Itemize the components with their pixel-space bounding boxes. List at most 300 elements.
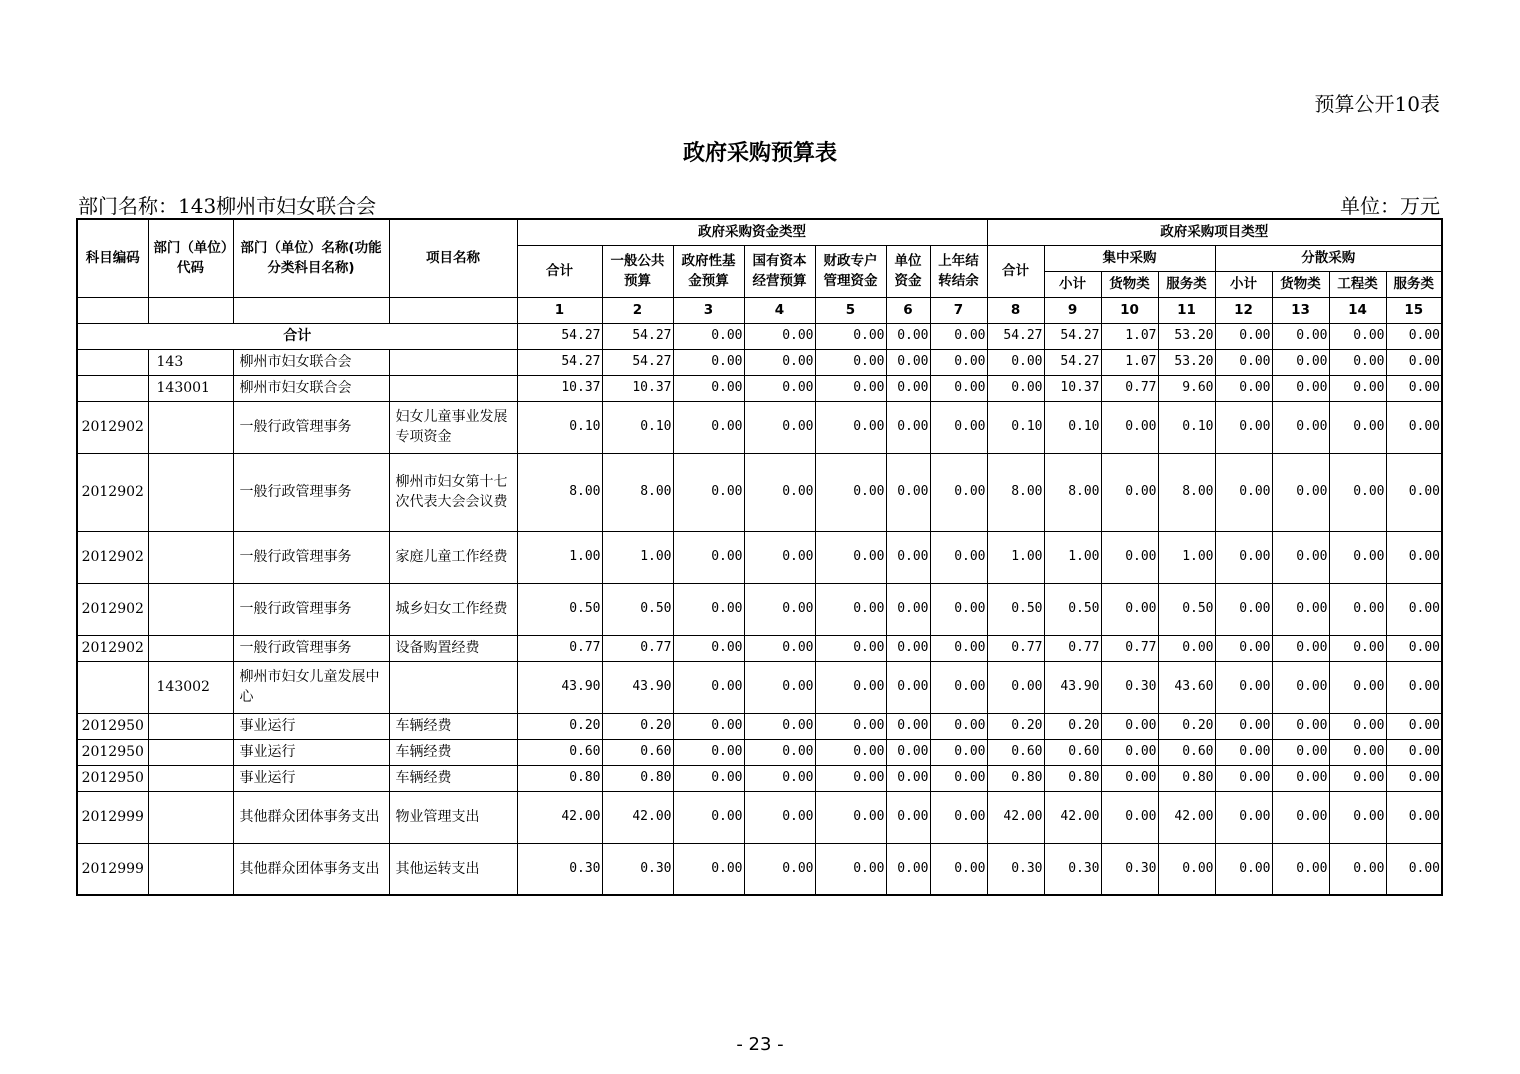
value-cell: 1.00 bbox=[602, 531, 673, 583]
value-cell: 0.00 bbox=[930, 661, 987, 713]
value-cell: 0.00 bbox=[673, 765, 744, 791]
value-cell: 0.60 bbox=[1044, 739, 1101, 765]
value-cell: 0.00 bbox=[1101, 765, 1158, 791]
value-cell: 0.00 bbox=[744, 453, 815, 531]
value-cell: 42.00 bbox=[517, 791, 602, 843]
table-row bbox=[77, 661, 1442, 713]
project-name-cell bbox=[389, 661, 517, 713]
value-cell: 0.00 bbox=[1386, 401, 1442, 453]
total-value-cell: 54.27 bbox=[1044, 323, 1101, 349]
value-cell: 0.00 bbox=[886, 453, 930, 531]
value-cell: 0.00 bbox=[673, 791, 744, 843]
value-cell: 0.00 bbox=[744, 401, 815, 453]
value-cell: 0.77 bbox=[1101, 635, 1158, 661]
value-cell: 0.77 bbox=[1101, 375, 1158, 401]
value-cell: 0.00 bbox=[930, 739, 987, 765]
dept-name-cell: 柳州市妇女联合会 bbox=[233, 349, 389, 375]
value-cell: 0.50 bbox=[517, 583, 602, 635]
dept-name-cell: 一般行政管理事务 bbox=[233, 635, 389, 661]
value-cell: 0.00 bbox=[886, 401, 930, 453]
value-cell: 0.80 bbox=[517, 765, 602, 791]
value-cell: 0.00 bbox=[1215, 843, 1272, 895]
header-carryover: 上年结转结余 bbox=[930, 245, 987, 297]
value-cell: 0.00 bbox=[673, 713, 744, 739]
header-project-name: 项目名称 bbox=[389, 219, 517, 297]
value-cell: 0.00 bbox=[930, 713, 987, 739]
table-row bbox=[77, 765, 1442, 791]
column-number: 9 bbox=[1044, 297, 1101, 323]
column-number: 12 bbox=[1215, 297, 1272, 323]
value-cell: 43.90 bbox=[517, 661, 602, 713]
total-value-cell: 0.00 bbox=[1329, 323, 1386, 349]
value-cell: 0.00 bbox=[744, 375, 815, 401]
header-state-capital: 国有资本经营预算 bbox=[744, 245, 815, 297]
total-value-cell: 0.00 bbox=[1215, 323, 1272, 349]
value-cell: 0.00 bbox=[1272, 531, 1329, 583]
value-cell: 0.00 bbox=[1329, 583, 1386, 635]
value-cell: 0.00 bbox=[744, 843, 815, 895]
value-cell: 0.00 bbox=[1386, 583, 1442, 635]
dept-name-cell: 事业运行 bbox=[233, 739, 389, 765]
value-cell: 0.00 bbox=[1272, 583, 1329, 635]
subject-code-cell: 2012902 bbox=[77, 531, 148, 583]
value-cell: 54.27 bbox=[1044, 349, 1101, 375]
total-row bbox=[77, 323, 1442, 349]
value-cell: 0.00 bbox=[1272, 661, 1329, 713]
value-cell: 0.00 bbox=[1329, 661, 1386, 713]
subject-code-cell: 2012902 bbox=[77, 453, 148, 531]
value-cell: 43.90 bbox=[602, 661, 673, 713]
table-row bbox=[77, 713, 1442, 739]
value-cell: 10.37 bbox=[602, 375, 673, 401]
value-cell: 0.00 bbox=[1329, 843, 1386, 895]
total-value-cell: 0.00 bbox=[1386, 323, 1442, 349]
value-cell: 0.00 bbox=[815, 375, 886, 401]
value-cell: 0.00 bbox=[1329, 739, 1386, 765]
column-number: 5 bbox=[815, 297, 886, 323]
value-cell: 0.00 bbox=[673, 583, 744, 635]
project-name-cell bbox=[389, 349, 517, 375]
total-value-cell: 54.27 bbox=[517, 323, 602, 349]
value-cell: 0.00 bbox=[930, 531, 987, 583]
value-cell: 0.00 bbox=[1215, 765, 1272, 791]
value-cell: 0.00 bbox=[886, 765, 930, 791]
value-cell: 8.00 bbox=[1158, 453, 1215, 531]
header-dept-name: 部门（单位）名称(功能分类科目名称) bbox=[233, 219, 389, 297]
procurement-budget-table bbox=[76, 218, 1443, 896]
dept-code-cell: 143 bbox=[148, 349, 233, 375]
value-cell: 0.00 bbox=[673, 843, 744, 895]
value-cell: 0.00 bbox=[815, 453, 886, 531]
total-label: 合计 bbox=[77, 323, 517, 349]
value-cell: 0.00 bbox=[673, 453, 744, 531]
value-cell: 0.00 bbox=[930, 843, 987, 895]
dept-code-cell bbox=[148, 583, 233, 635]
value-cell: 0.00 bbox=[1272, 765, 1329, 791]
value-cell: 0.10 bbox=[1044, 401, 1101, 453]
header-central-subtotal: 小计 bbox=[1044, 271, 1101, 297]
value-cell: 0.80 bbox=[1044, 765, 1101, 791]
value-cell: 0.00 bbox=[1386, 349, 1442, 375]
value-cell: 0.00 bbox=[1272, 739, 1329, 765]
header-central-goods: 货物类 bbox=[1101, 271, 1158, 297]
value-cell: 0.00 bbox=[815, 583, 886, 635]
value-cell: 0.00 bbox=[1215, 349, 1272, 375]
value-cell: 0.00 bbox=[1386, 765, 1442, 791]
department-label: 部门名称：143柳州市妇女联合会 bbox=[78, 194, 377, 218]
subject-code-cell: 2012999 bbox=[77, 843, 148, 895]
project-name-cell: 柳州市妇女第十七次代表大会会议费 bbox=[389, 453, 517, 531]
header-proj-total: 合计 bbox=[987, 245, 1044, 297]
dept-name-cell: 柳州市妇女儿童发展中心 bbox=[233, 661, 389, 713]
dept-name-cell: 其他群众团体事务支出 bbox=[233, 843, 389, 895]
column-number: 11 bbox=[1158, 297, 1215, 323]
project-name-cell: 车辆经费 bbox=[389, 739, 517, 765]
value-cell: 0.00 bbox=[930, 635, 987, 661]
dept-code-cell bbox=[148, 453, 233, 531]
header-project-type: 政府采购项目类型 bbox=[987, 219, 1442, 245]
value-cell: 0.30 bbox=[517, 843, 602, 895]
value-cell: 0.00 bbox=[987, 349, 1044, 375]
project-name-cell: 妇女儿童事业发展专项资金 bbox=[389, 401, 517, 453]
value-cell: 0.00 bbox=[815, 349, 886, 375]
header-general-budget: 一般公共预算 bbox=[602, 245, 673, 297]
value-cell: 1.00 bbox=[1044, 531, 1101, 583]
value-cell: 0.00 bbox=[744, 635, 815, 661]
value-cell: 0.00 bbox=[815, 661, 886, 713]
value-cell: 0.50 bbox=[987, 583, 1044, 635]
value-cell: 1.00 bbox=[517, 531, 602, 583]
value-cell: 42.00 bbox=[1044, 791, 1101, 843]
value-cell: 8.00 bbox=[987, 453, 1044, 531]
column-number: 8 bbox=[987, 297, 1044, 323]
value-cell: 0.00 bbox=[744, 739, 815, 765]
value-cell: 0.00 bbox=[1101, 453, 1158, 531]
value-cell: 0.10 bbox=[1158, 401, 1215, 453]
value-cell: 0.10 bbox=[987, 401, 1044, 453]
value-cell: 0.00 bbox=[1272, 453, 1329, 531]
column-number: 15 bbox=[1386, 297, 1442, 323]
value-cell: 0.00 bbox=[987, 661, 1044, 713]
value-cell: 0.00 bbox=[1101, 739, 1158, 765]
value-cell: 0.00 bbox=[815, 531, 886, 583]
value-cell: 0.00 bbox=[1329, 375, 1386, 401]
value-cell: 10.37 bbox=[517, 375, 602, 401]
value-cell: 0.00 bbox=[1101, 531, 1158, 583]
value-cell: 0.77 bbox=[1044, 635, 1101, 661]
value-cell: 0.00 bbox=[673, 401, 744, 453]
value-cell: 0.00 bbox=[1386, 453, 1442, 531]
header-disp-subtotal: 小计 bbox=[1215, 271, 1272, 297]
table-row bbox=[77, 843, 1442, 895]
value-cell: 0.00 bbox=[815, 843, 886, 895]
value-cell: 0.10 bbox=[517, 401, 602, 453]
project-name-cell: 设备购置经费 bbox=[389, 635, 517, 661]
value-cell: 0.77 bbox=[987, 635, 1044, 661]
value-cell: 0.00 bbox=[1329, 635, 1386, 661]
value-cell: 0.00 bbox=[673, 739, 744, 765]
value-cell: 43.90 bbox=[1044, 661, 1101, 713]
value-cell: 0.00 bbox=[1215, 661, 1272, 713]
value-cell: 0.00 bbox=[815, 791, 886, 843]
value-cell: 0.00 bbox=[1215, 401, 1272, 453]
dept-code-cell bbox=[148, 843, 233, 895]
column-number: 3 bbox=[673, 297, 744, 323]
value-cell: 0.00 bbox=[886, 349, 930, 375]
value-cell: 0.00 bbox=[930, 375, 987, 401]
value-cell: 0.00 bbox=[886, 661, 930, 713]
subject-code-cell: 2012950 bbox=[77, 739, 148, 765]
project-name-cell: 物业管理支出 bbox=[389, 791, 517, 843]
value-cell: 0.00 bbox=[930, 791, 987, 843]
value-cell: 0.20 bbox=[1044, 713, 1101, 739]
value-cell: 0.00 bbox=[886, 739, 930, 765]
value-cell: 0.00 bbox=[987, 375, 1044, 401]
value-cell: 0.80 bbox=[602, 765, 673, 791]
value-cell: 0.30 bbox=[1044, 843, 1101, 895]
value-cell: 0.00 bbox=[744, 349, 815, 375]
project-name-cell: 车辆经费 bbox=[389, 765, 517, 791]
value-cell: 0.00 bbox=[1215, 375, 1272, 401]
value-cell: 0.30 bbox=[987, 843, 1044, 895]
dept-code-cell bbox=[148, 791, 233, 843]
value-cell: 0.77 bbox=[517, 635, 602, 661]
dept-name-cell: 事业运行 bbox=[233, 765, 389, 791]
subject-code-cell: 2012950 bbox=[77, 765, 148, 791]
value-cell: 0.00 bbox=[1272, 713, 1329, 739]
header-disp-goods: 货物类 bbox=[1272, 271, 1329, 297]
dept-name-cell: 一般行政管理事务 bbox=[233, 453, 389, 531]
project-name-cell: 其他运转支出 bbox=[389, 843, 517, 895]
total-value-cell: 0.00 bbox=[930, 323, 987, 349]
column-number: 6 bbox=[886, 297, 930, 323]
total-value-cell: 0.00 bbox=[886, 323, 930, 349]
dept-code-cell bbox=[148, 531, 233, 583]
value-cell: 0.00 bbox=[1101, 791, 1158, 843]
subject-code-cell: 2012902 bbox=[77, 583, 148, 635]
value-cell: 42.00 bbox=[602, 791, 673, 843]
value-cell: 0.00 bbox=[1101, 583, 1158, 635]
value-cell: 0.10 bbox=[602, 401, 673, 453]
value-cell: 0.00 bbox=[815, 765, 886, 791]
value-cell: 0.00 bbox=[1158, 635, 1215, 661]
header-central: 集中采购 bbox=[1044, 245, 1215, 271]
dept-name-cell: 其他群众团体事务支出 bbox=[233, 791, 389, 843]
value-cell: 0.00 bbox=[1272, 401, 1329, 453]
value-cell: 0.00 bbox=[886, 531, 930, 583]
header-disp-service: 服务类 bbox=[1386, 271, 1442, 297]
column-number: 7 bbox=[930, 297, 987, 323]
value-cell: 0.00 bbox=[1215, 531, 1272, 583]
project-name-cell: 城乡妇女工作经费 bbox=[389, 583, 517, 635]
table-row bbox=[77, 401, 1442, 453]
header-special-fund: 财政专户管理资金 bbox=[815, 245, 886, 297]
dept-name-cell: 事业运行 bbox=[233, 713, 389, 739]
value-cell: 0.00 bbox=[1386, 531, 1442, 583]
dept-code-cell bbox=[148, 635, 233, 661]
table-row bbox=[77, 635, 1442, 661]
value-cell: 0.00 bbox=[1158, 843, 1215, 895]
value-cell: 0.20 bbox=[987, 713, 1044, 739]
value-cell: 0.00 bbox=[1329, 765, 1386, 791]
table-row bbox=[77, 453, 1442, 531]
dept-name-cell: 一般行政管理事务 bbox=[233, 531, 389, 583]
value-cell: 0.00 bbox=[744, 713, 815, 739]
value-cell: 0.20 bbox=[1158, 713, 1215, 739]
project-name-cell: 车辆经费 bbox=[389, 713, 517, 739]
value-cell: 43.60 bbox=[1158, 661, 1215, 713]
value-cell: 0.00 bbox=[1272, 635, 1329, 661]
total-value-cell: 0.00 bbox=[673, 323, 744, 349]
value-cell: 0.00 bbox=[1215, 739, 1272, 765]
total-value-cell: 0.00 bbox=[1272, 323, 1329, 349]
dept-code-cell: 143002 bbox=[148, 661, 233, 713]
header-dept-code: 部门（单位）代码 bbox=[148, 219, 233, 297]
value-cell: 1.00 bbox=[1158, 531, 1215, 583]
value-cell: 53.20 bbox=[1158, 349, 1215, 375]
value-cell: 0.00 bbox=[1101, 713, 1158, 739]
total-value-cell: 54.27 bbox=[602, 323, 673, 349]
column-number: 4 bbox=[744, 297, 815, 323]
value-cell: 0.00 bbox=[930, 453, 987, 531]
value-cell: 0.00 bbox=[1386, 791, 1442, 843]
subject-code-cell bbox=[77, 661, 148, 713]
header-fund-total: 合计 bbox=[517, 245, 602, 297]
value-cell: 54.27 bbox=[602, 349, 673, 375]
project-name-cell: 家庭儿童工作经费 bbox=[389, 531, 517, 583]
value-cell: 0.00 bbox=[886, 713, 930, 739]
value-cell: 0.00 bbox=[1272, 843, 1329, 895]
value-cell: 0.00 bbox=[815, 713, 886, 739]
value-cell: 0.60 bbox=[987, 739, 1044, 765]
value-cell: 0.00 bbox=[744, 765, 815, 791]
value-cell: 0.20 bbox=[517, 713, 602, 739]
value-cell: 0.00 bbox=[673, 349, 744, 375]
value-cell: 0.50 bbox=[1044, 583, 1101, 635]
value-cell: 0.00 bbox=[886, 791, 930, 843]
value-cell: 0.00 bbox=[1215, 583, 1272, 635]
value-cell: 0.00 bbox=[815, 401, 886, 453]
table-row bbox=[77, 375, 1442, 401]
header-dispersed: 分散采购 bbox=[1215, 245, 1442, 271]
subject-code-cell: 2012902 bbox=[77, 401, 148, 453]
header-subject-code: 科目编码 bbox=[77, 219, 148, 297]
value-cell: 0.30 bbox=[1101, 843, 1158, 895]
value-cell: 0.20 bbox=[602, 713, 673, 739]
value-cell: 0.00 bbox=[744, 791, 815, 843]
value-cell: 10.37 bbox=[1044, 375, 1101, 401]
value-cell: 0.00 bbox=[1215, 635, 1272, 661]
unit-label: 单位：万元 bbox=[1340, 194, 1440, 218]
dept-code-cell bbox=[148, 713, 233, 739]
value-cell: 0.50 bbox=[1158, 583, 1215, 635]
value-cell: 0.00 bbox=[886, 843, 930, 895]
value-cell: 0.00 bbox=[930, 583, 987, 635]
value-cell: 0.00 bbox=[815, 635, 886, 661]
value-cell: 1.00 bbox=[987, 531, 1044, 583]
value-cell: 0.00 bbox=[930, 401, 987, 453]
total-value-cell: 0.00 bbox=[744, 323, 815, 349]
table-row bbox=[77, 791, 1442, 843]
value-cell: 0.00 bbox=[1386, 661, 1442, 713]
dept-name-cell: 柳州市妇女联合会 bbox=[233, 375, 389, 401]
page-title: 政府采购预算表 bbox=[682, 141, 837, 166]
value-cell: 0.00 bbox=[930, 765, 987, 791]
value-cell: 0.00 bbox=[1329, 791, 1386, 843]
subject-code-cell: 2012999 bbox=[77, 791, 148, 843]
dept-name-cell: 一般行政管理事务 bbox=[233, 583, 389, 635]
value-cell: 54.27 bbox=[517, 349, 602, 375]
total-value-cell: 53.20 bbox=[1158, 323, 1215, 349]
header-fund-type: 政府采购资金类型 bbox=[517, 219, 987, 245]
header-gov-fund: 政府性基金预算 bbox=[673, 245, 744, 297]
value-cell: 0.00 bbox=[744, 583, 815, 635]
table-row bbox=[77, 349, 1442, 375]
value-cell: 0.00 bbox=[1329, 401, 1386, 453]
value-cell: 0.00 bbox=[1215, 453, 1272, 531]
value-cell: 42.00 bbox=[987, 791, 1044, 843]
dept-name-cell: 一般行政管理事务 bbox=[233, 401, 389, 453]
header-unit-fund: 单位资金 bbox=[886, 245, 930, 297]
value-cell: 0.50 bbox=[602, 583, 673, 635]
form-number: 预算公开10表 bbox=[1314, 92, 1440, 116]
table-row bbox=[77, 531, 1442, 583]
value-cell: 0.00 bbox=[1215, 791, 1272, 843]
value-cell: 0.00 bbox=[1386, 635, 1442, 661]
value-cell: 0.00 bbox=[1386, 739, 1442, 765]
value-cell: 0.00 bbox=[1101, 401, 1158, 453]
page-number: - 23 - bbox=[736, 1034, 784, 1055]
value-cell: 0.80 bbox=[1158, 765, 1215, 791]
value-cell: 0.00 bbox=[744, 661, 815, 713]
value-cell: 0.60 bbox=[1158, 739, 1215, 765]
subject-code-cell bbox=[77, 349, 148, 375]
header-disp-works: 工程类 bbox=[1329, 271, 1386, 297]
value-cell: 0.00 bbox=[1329, 531, 1386, 583]
subject-code-cell: 2012902 bbox=[77, 635, 148, 661]
dept-code-cell bbox=[148, 739, 233, 765]
value-cell: 42.00 bbox=[1158, 791, 1215, 843]
value-cell: 0.80 bbox=[987, 765, 1044, 791]
value-cell: 0.00 bbox=[673, 375, 744, 401]
value-cell: 0.00 bbox=[673, 635, 744, 661]
value-cell: 0.00 bbox=[1386, 843, 1442, 895]
value-cell: 0.00 bbox=[815, 739, 886, 765]
value-cell: 9.60 bbox=[1158, 375, 1215, 401]
value-cell: 0.77 bbox=[602, 635, 673, 661]
value-cell: 0.00 bbox=[1329, 349, 1386, 375]
value-cell: 8.00 bbox=[517, 453, 602, 531]
subject-code-cell: 2012950 bbox=[77, 713, 148, 739]
value-cell: 8.00 bbox=[1044, 453, 1101, 531]
dept-code-cell: 143001 bbox=[148, 375, 233, 401]
value-cell: 0.00 bbox=[744, 531, 815, 583]
value-cell: 0.30 bbox=[1101, 661, 1158, 713]
value-cell: 0.00 bbox=[1215, 713, 1272, 739]
value-cell: 0.00 bbox=[886, 375, 930, 401]
value-cell: 0.00 bbox=[673, 531, 744, 583]
value-cell: 8.00 bbox=[602, 453, 673, 531]
value-cell: 0.00 bbox=[1272, 791, 1329, 843]
value-cell: 1.07 bbox=[1101, 349, 1158, 375]
subject-code-cell bbox=[77, 375, 148, 401]
column-number: 2 bbox=[602, 297, 673, 323]
table-row bbox=[77, 739, 1442, 765]
total-value-cell: 54.27 bbox=[987, 323, 1044, 349]
header-central-service: 服务类 bbox=[1158, 271, 1215, 297]
column-number: 14 bbox=[1329, 297, 1386, 323]
value-cell: 0.60 bbox=[517, 739, 602, 765]
